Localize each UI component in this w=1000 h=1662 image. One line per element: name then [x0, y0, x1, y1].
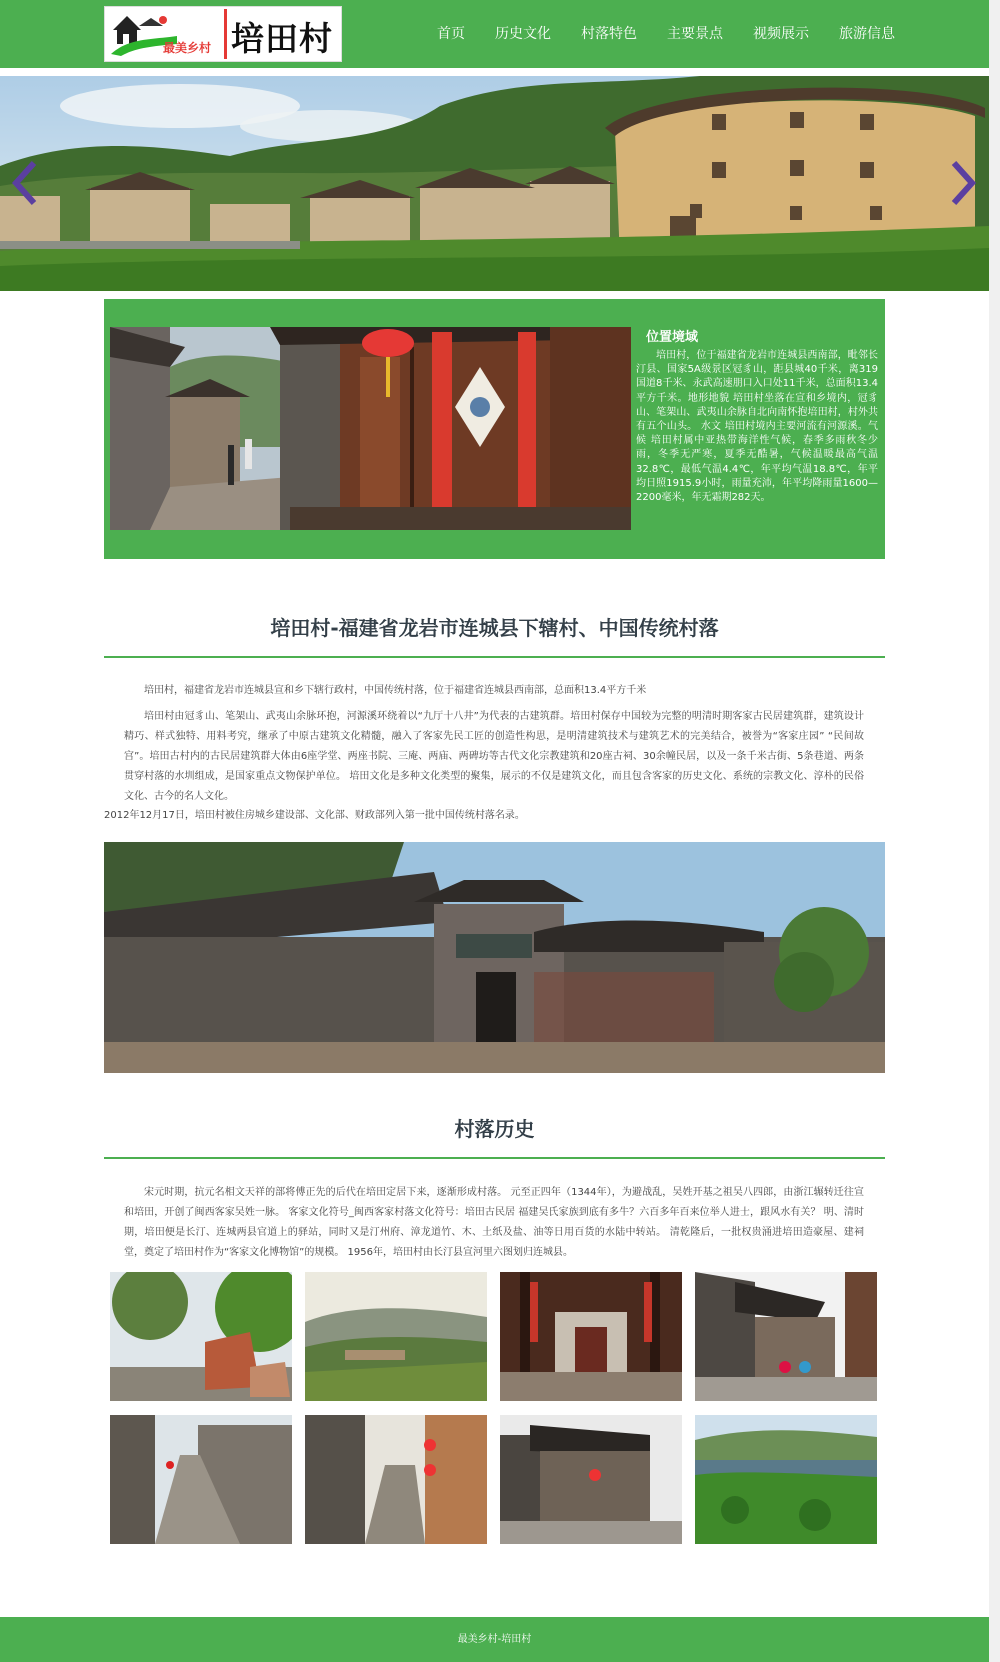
- nav-travel-info[interactable]: 旅游信息: [839, 26, 895, 42]
- intro-paragraph-1: 培田村，福建省龙岩市连城县宣和乡下辖行政村，中国传统村落，位于福建省连城县西南部，总面积13.4平方千米: [144, 685, 647, 696]
- location-body: 培田村，位于福建省龙岩市连城县西南部，毗邻长汀县、国家5A级景区冠豸山，距县城40千米，离319国道8千米、永武高速朋口入口处11千米，总面积13.4平方千米。地形地貌 培田村坐落在宣和乡境内，冠豸山、笔架山、武夷山余脉自北向南怀抱培田村，村外共有五个山头。 水文 培田村境内主要河流有河源溪。气候 培田村属中亚热带海洋性气候，春季多雨秋冬少雨，冬季无严寒，夏季无酷暑，气候温暖最高气温32.8℃，最低气温4.4℃，年平均气温18.8℃，年平均日照1915.9小时，雨量充沛，年平均降雨量1600—2200毫米，年无霜期282天。: [636, 350, 878, 504]
- old-street-photo: [110, 327, 631, 530]
- location-section: [104, 299, 885, 559]
- history-title: 村落历史: [454, 1117, 535, 1141]
- footer-text: 最美乡村-培田村: [457, 1634, 532, 1645]
- site-logo[interactable]: [104, 6, 342, 62]
- hero-banner: [0, 76, 989, 291]
- intro-paragraph-3: 2012年12月17日，培田村被住房城乡建设部、文化部、财政部列入第一批中国传统村落名录。: [104, 810, 525, 821]
- nav-history-culture[interactable]: 历史文化: [495, 26, 551, 42]
- banner-prev-button[interactable]: [10, 160, 40, 206]
- nav-main-attractions[interactable]: 主要景点: [667, 26, 723, 42]
- gallery-thumb-1[interactable]: [110, 1272, 292, 1401]
- intro-title: 培田村-福建省龙岩市连城县下辖村、中国传统村落: [270, 616, 719, 640]
- gallery-thumb-6[interactable]: [305, 1415, 487, 1544]
- location-title: 位置境域: [646, 330, 699, 345]
- gallery-thumb-4[interactable]: [695, 1272, 877, 1401]
- ancestral-hall-photo: [104, 842, 885, 1073]
- gallery-thumb-7[interactable]: [500, 1415, 682, 1544]
- banner-photo: [0, 76, 989, 291]
- intro-paragraph-2: 培田村由冠豸山、笔架山、武夷山余脉环抱，河源溪环绕着以“九厅十八井”为代表的古建筑群。培田村保存中国较为完整的明清时期客家古民居建筑群，建筑设计精巧、样式独特、用料考究，继承了中原古建筑文化精髓，融入了客家先民工匠的创造性构思，是明清建筑技术与建筑艺术的完美结合，被誉为“客家庄园” “民间故宫”。培田古村内的古民居建筑群大体由6座学堂、两座书院、三庵、两庙、两碑坊等古代文化宗教建筑和20座古祠、30余幢民居，以及一条千米古街、5条巷道、两条贯穿村落的水圳组成，是国家重点文物保护单位。 培田文化是多种文化类型的聚集，展示的不仅是建筑文化，而且包含客家的历史文化、系统的宗教文化、淳朴的民俗文化、古今的名人文化。: [124, 711, 864, 802]
- main-nav: [420, 0, 908, 68]
- logo-name: 培田村: [231, 19, 333, 58]
- history-divider: [104, 1157, 885, 1159]
- nav-home[interactable]: 首页: [437, 26, 465, 42]
- site-header: [0, 0, 989, 68]
- history-paragraph: 宋元时期，抗元名相文天祥的部将傅正先的后代在培田定居下来，逐渐形成村落。 元至正四年（1344年），为避战乱，吴姓开基之祖吴八四郎，由浙江辗转迁往宣和培田，开创了闽西客家吴姓一脉。 客家文化符号_闽西客家村落文化符号：培田古民居 福建吴氏家族到底有多牛？六百多年百来位举人进士，跟风水有关？ 明、清时期，培田便是长汀、连城两县官道上的驿站，同时又是汀州府、漳龙道竹、木、土纸及盐、油等日用百货的水陆中转站。 清乾隆后，一批权贵涌进培田造豪屋、建祠堂，奠定了培田村作为“客家文化博物馆”的规模。 1956年，培田村由长汀县宣河里六图划归连城县。: [124, 1187, 864, 1258]
- gallery-thumb-5[interactable]: [110, 1415, 292, 1544]
- logo-tagline: 最美乡村: [163, 41, 212, 55]
- nav-video[interactable]: 视频展示: [753, 26, 809, 42]
- site-footer: [0, 1617, 989, 1662]
- gallery-thumb-2[interactable]: [305, 1272, 487, 1401]
- scrollbar-track[interactable]: [989, 0, 1000, 1662]
- chevron-right-icon: [954, 163, 972, 203]
- gallery-thumb-8[interactable]: [695, 1415, 877, 1544]
- chevron-left-icon: [16, 163, 34, 203]
- intro-divider: [104, 656, 885, 658]
- nav-village-features[interactable]: 村落特色: [581, 26, 637, 42]
- logo-divider: [224, 9, 227, 59]
- gallery-thumb-3[interactable]: [500, 1272, 682, 1401]
- location-text: [636, 329, 878, 505]
- banner-next-button[interactable]: [948, 160, 978, 206]
